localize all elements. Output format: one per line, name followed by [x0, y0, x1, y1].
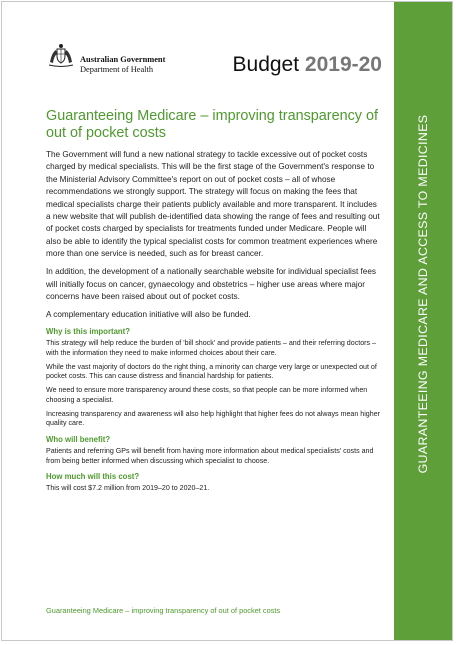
coat-of-arms-icon	[46, 40, 76, 70]
page-header	[46, 40, 382, 88]
section-paragraph: We need to ensure more transparency around these costs, so that people can be more informed when choosing a specialist.	[46, 386, 368, 404]
section-paragraph: Patients and referring GPs will benefit from having more information about medical specialists' costs and from being better informed when discussing which specialist to choose.	[46, 446, 374, 465]
section-paragraph: Increasing transparency and awareness will also help highlight that higher fees do not always mean higher quality care.	[46, 409, 380, 428]
intro-section	[46, 149, 380, 321]
government-name: Australian Government	[80, 55, 166, 64]
budget-year: 2019-20	[304, 53, 382, 76]
cost-section	[46, 472, 380, 494]
side-band	[394, 2, 452, 640]
intro-paragraph: The Government will fund a new national strategy to tackle excessive out of pocket costs charged by medical specialists. This will be the first stage of the Government's response to the Ministerial Advisory Committee's report on out of pocket costs – all of whose recommendations we strongly support. The strategy will focus on making the fees that medical specialists charge their patients publicly available and more transparent. It includes a new website that will publish de-identified data showing the range of fees and resulting out of pocket costs charged by specialists for treatments funded under Medicare. People will also be able to identify the typical specialist costs for common treatment experiences where more than one service is needed, such as for breast cancer.	[46, 150, 380, 259]
article-title: Guaranteeing Medicare – improving transparency of out of pocket costs	[46, 108, 378, 141]
section-paragraph: This will cost $7.2 million from 2019–20 to 2020–21.	[46, 484, 210, 493]
section-heading: How much will this cost?	[46, 472, 140, 482]
section-heading: Why is this important?	[46, 327, 131, 337]
why-section	[46, 327, 380, 429]
section-paragraph: While the vast majority of doctors do the right thing, a minority can charge very large or unexpected out of pocket costs. This can cause distress and financial hardship for patients.	[46, 362, 377, 381]
budget-heading	[233, 52, 382, 78]
section-paragraph: This strategy will help reduce the burden of 'bill shock' and provide patients – and their referring doctors – with the information they need to make informed choices about their care.	[46, 339, 376, 357]
intro-paragraph: In addition, the development of a nationally searchable website for individual specialist fees will initially focus on cancer, gynaecology and obstetrics – higher use areas where major concerns have been raised about out of pocket costs.	[46, 267, 376, 301]
department-name: Department of Health	[80, 65, 154, 74]
budget-word: Budget	[232, 53, 300, 76]
side-band-label: GUARANTEEING MEDICARE AND ACCESS TO MEDICINES	[416, 114, 430, 474]
intro-paragraph: A complementary education initiative will also be funded.	[46, 309, 251, 319]
article	[46, 108, 380, 498]
page-footer: Guaranteeing Medicare – improving transparency of out of pocket costs	[46, 606, 281, 615]
section-heading: Who will benefit?	[46, 434, 111, 444]
government-wordmark	[80, 55, 165, 75]
document-page	[1, 1, 453, 641]
who-section	[46, 435, 380, 466]
